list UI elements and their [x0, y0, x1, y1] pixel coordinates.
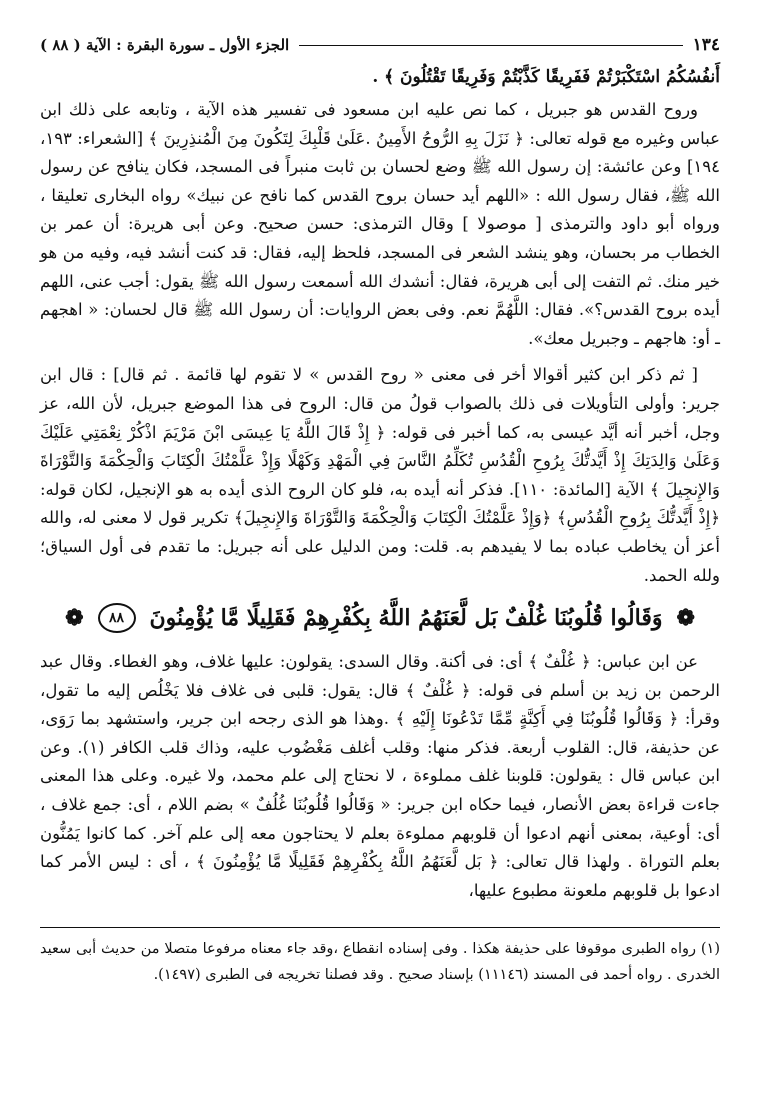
page — [40, 30, 720, 1090]
ornament-left-icon: ❁ — [65, 605, 84, 632]
running-title: الجزء الأول ـ سورة البقرة : الآية ( ٨٨ ) — [40, 36, 290, 54]
page-number: ١٣٤ — [692, 35, 720, 55]
paragraph-ruh-al-qudus: وروح القدس هو جبريل ، كما نص عليه ابن مسعود فى تفسير هذه الآية ، وتابعه على ذلك ابن عباس وغيره مع قوله تعالى: ﴿ نَزَلَ بِهِ الرُّوحُ الأَمِينُ .عَلَىٰ قَلْبِكَ لِتَكُونَ مِنَ الْمُنذِرِينَ ﴾ [الشعراء: ١٩٣، ١٩٤] وعن عائشة: إن رسول الله ﷺ وضع لحسان بن ثابت منبراً فى المسجد، فكان ينافح عن رسول الله ﷺ، فقال رسول الله : «اللهم أيد حسان بروح القدس كما نافح عن نبيك» رواه البخارى تعليقا ، ورواه أبو داود والترمذى [ موصولا ] وقال الترمذى: حسن صحيح. وعن أبى هريرة: أن عمر بن الخطاب مر بحسان، وهو ينشد الشعر فى المسجد، فلحظ إليه، فقال: قد كنت أنشد فيه، وفيه من هو خير منك. ثم التفت إلى أبى هريرة، فقال: أنشدك الله أسمعت رسول الله ﷺ يقول: أجب عنى، اللهم أيده بروح القدس؟». فقال: اللَّهُمَّ نعم. وفى بعض الروايات: أن رسول الله ﷺ قال لحسان: « اهجهم ـ أو: هاجهم ـ وجبريل معك». — [40, 100, 720, 348]
paragraph-ibn-jarir: [ ثم ذكر ابن كثير أقوالا أخر فى معنى « روح القدس » لا تقوم لها قائمة . ثم قال] : قال ابن جرير: وأولى التأويلات فى ذلك بالصواب قولُ من قال: الروح فى هذا الموضع جبريل، لأن الله، عز وجل، أخبر أنه أيَّد عيسى به، كما أخبر فى قوله: ﴿ إِذْ قَالَ اللَّهُ يَا عِيسَى ابْنَ مَرْيَمَ اذْكُرْ نِعْمَتِي عَلَيْكَ وَعَلَىٰ وَالِدَتِكَ إِذْ أَيَّدتُّكَ بِرُوحِ الْقُدُسِ تُكَلِّمُ النَّاسَ فِي الْمَهْدِ وَكَهْلًا وَإِذْ عَلَّمْتُكَ الْكِتَابَ وَالْحِكْمَةَ وَالتَّوْرَاةَ وَالإِنجِيلَ ﴾ الآية [المائدة: ١١٠]. فذكر أنه أيده به، فلو كان الروح الذى أيده به هو الإنجيل، لكان قوله: ﴿إِذْ أَيَّدتُّكَ بِرُوحِ الْقُدُسِ﴾ ﴿وَإِذْ عَلَّمْتُكَ الْكِتَابَ وَالْحِكْمَةَ وَالتَّوْرَاةَ وَالإِنجِيلَ﴾ تكرير قول لا معنى له، والله أعز أن يخاطب عباده بما لا يفيدهم به. قلت: ومن الدليل على أنه جبريل: ما تقدم فى أول السياق؛ ولله الحمد. — [40, 365, 720, 585]
ayah-text: وَقَالُوا قُلُوبُنَا غُلْفٌ بَل لَّعَنَهُمُ اللَّهُ بِكُفْرِهِمْ فَقَلِيلًا مَّا يُؤْمِنُونَ — [149, 605, 663, 632]
footnote-rule — [40, 927, 720, 928]
ayah-number: ٨٨ — [98, 603, 136, 633]
footnote: (١) رواه الطبرى موقوفا على حذيفة هكذا . وفى إسناده انقطاع ،وقد جاء معناه مرفوعا متصلا من حديث أبى سعيد الخدرى . رواه أحمد فى المسند (١١١٤٦) بإسناد صحيح . وقد فصلنا تخريجه فى الطبرى (١٤٩٧). — [40, 941, 720, 984]
ayah-banner — [50, 598, 710, 638]
verse-tail: أَنفُسُكُمُ اسْتَكْبَرْتُمْ فَفَرِيقًا كَذَّبْتُمْ وَفَرِيقًا تَقْتُلُونَ ﴾ . — [372, 67, 720, 87]
paragraph-ghulf: عن ابن عباس: ﴿ غُلْفٌ ﴾ أى: فى أكنة. وقال السدى: يقولون: عليها غلاف، وهو الغطاء. وقال عبد الرحمن بن زيد بن أسلم فى قوله: ﴿ غُلْفٌ ﴾ قال: يقول: قلبى فى غلاف فلا يَخْلُص إليه ما تقول، وقرأ: ﴿ وَقَالُوا قُلُوبُنَا فِي أَكِنَّةٍ مِّمَّا تَدْعُونَا إِلَيْهِ ﴾ .وهذا هو الذى رجحه ابن جرير، واستشهد بما رَوَى، عن حذيفة، قال: القلوب أربعة. فذكر منها: وقلب أغلف مَغْضُوب عليه، وذاك قلب الكافر (١). وعن ابن عباس قال : يقولون: قلوبنا غلف مملوءة ، لا نحتاج إلى علم محمد، ولا غيره. وعلى هذا المعنى جاءت قراءة بعض الأنصار، فيما حكاه ابن جرير: « وَقَالُوا قُلُوبُنَا غُلُفٌ » بضم اللام ، أى: جمع غلاف ، أى: أوعية، بمعنى أنهم ادعوا أن قلوبهم مملوءة بعلم لا يحتاجون معه إلى علم آخر. كما كانوا يَمُنُّون بعلم التوراة . ولهذا قال تعالى: ﴿ بَل لَّعَنَهُمُ اللَّهُ بِكُفْرِهِمْ فَقَلِيلًا مَّا يُؤْمِنُونَ ﴾ ، أى : ليس الأمر كما ادعوا بل قلوبهم ملعونة مطبوع عليها، — [40, 652, 720, 900]
ornament-right-icon: ❁ — [676, 605, 695, 632]
header-rule — [299, 45, 682, 46]
running-header — [40, 30, 720, 64]
